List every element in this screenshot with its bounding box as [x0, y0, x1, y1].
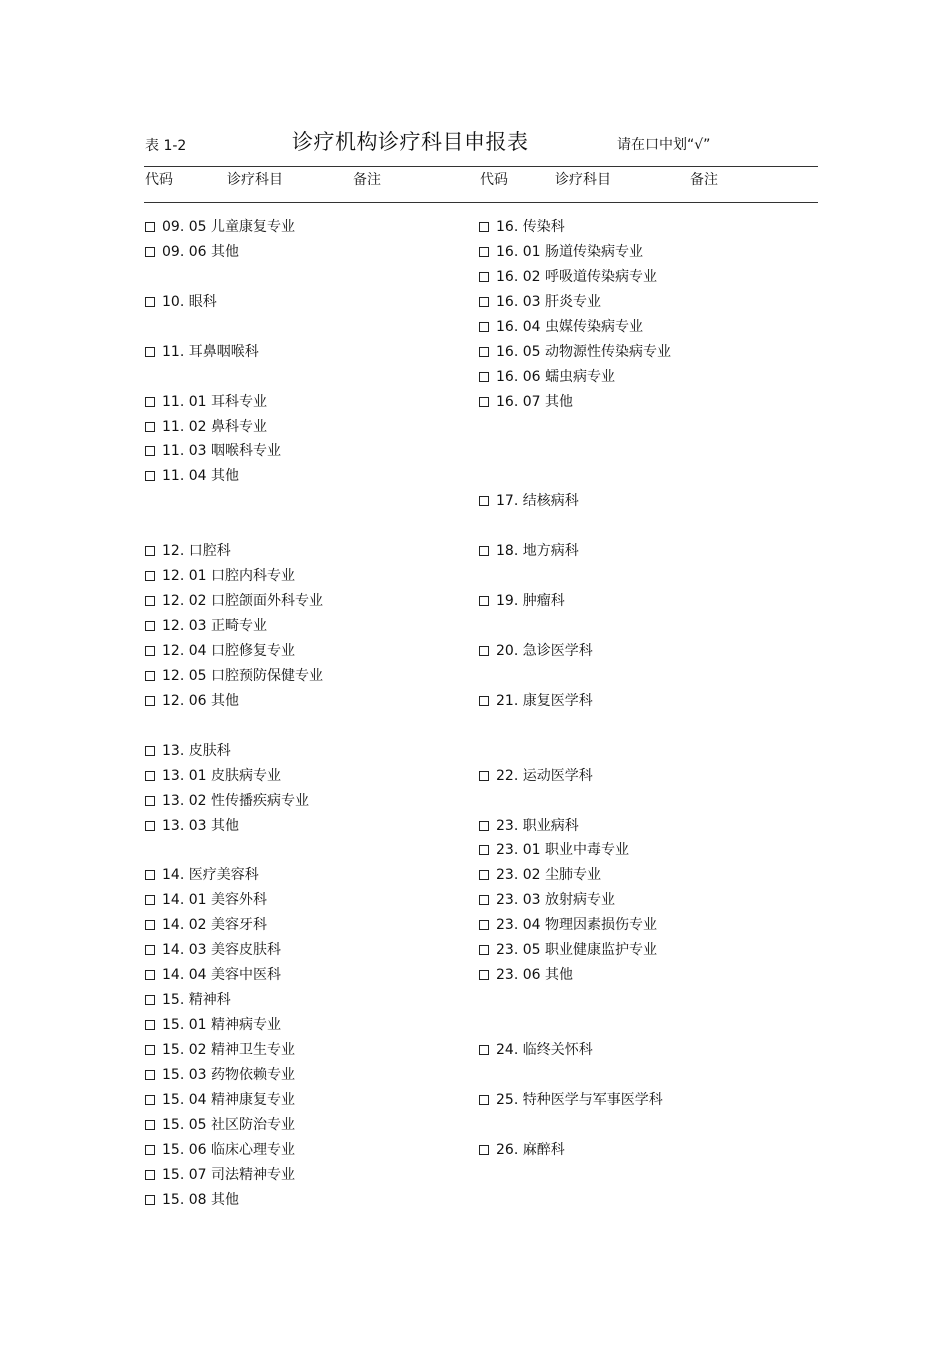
- subject-row: [145, 1088, 323, 1113]
- column-header-subject-right: 诊疗科目: [555, 172, 611, 188]
- checkbox-icon[interactable]: [145, 571, 155, 581]
- subject-row: [479, 240, 671, 265]
- subject-row: [145, 415, 323, 440]
- column-header-code-right: 代码: [480, 172, 508, 188]
- subject-label: 11. 02 鼻科专业: [162, 418, 267, 435]
- subject-row: [145, 1063, 323, 1088]
- subject-row: [145, 215, 323, 240]
- subject-row: [479, 863, 671, 888]
- subject-row: [479, 814, 671, 839]
- checkbox-icon[interactable]: [145, 796, 155, 806]
- blank-row: [479, 1063, 671, 1088]
- checkbox-icon[interactable]: [479, 696, 489, 706]
- subject-row: [145, 340, 323, 365]
- checkbox-icon[interactable]: [479, 945, 489, 955]
- checkbox-icon[interactable]: [479, 496, 489, 506]
- subject-row: [479, 639, 671, 664]
- subject-row: [479, 888, 671, 913]
- subject-label: 12. 05 口腔预防保健专业: [162, 667, 323, 684]
- subject-row: [145, 913, 323, 938]
- subject-row: [145, 614, 323, 639]
- subject-row: [145, 1113, 323, 1138]
- subject-label: 15. 05 社区防治专业: [162, 1116, 295, 1133]
- subject-row: [145, 539, 323, 564]
- subject-label: 26. 麻醉科: [496, 1141, 565, 1158]
- checkbox-icon[interactable]: [145, 746, 155, 756]
- subject-row: [145, 1138, 323, 1163]
- subject-row: [145, 988, 323, 1013]
- subject-row: [479, 215, 671, 240]
- subject-row: [145, 789, 323, 814]
- checkbox-icon[interactable]: [145, 397, 155, 407]
- blank-row: [479, 1113, 671, 1138]
- subject-label: 13. 03 其他: [162, 817, 239, 834]
- checkbox-icon[interactable]: [479, 347, 489, 357]
- checkbox-icon[interactable]: [145, 1195, 155, 1205]
- subject-row: [479, 689, 671, 714]
- subject-label: 23. 05 职业健康监护专业: [496, 942, 657, 959]
- checkbox-icon[interactable]: [145, 247, 155, 257]
- checkbox-icon[interactable]: [145, 696, 155, 706]
- subject-label: 16. 02 呼吸道传染病专业: [496, 268, 657, 285]
- subject-row: [145, 863, 323, 888]
- subject-label: 21. 康复医学科: [496, 692, 593, 709]
- checkbox-icon[interactable]: [479, 546, 489, 556]
- blank-row: [479, 664, 671, 689]
- subject-row: [479, 340, 671, 365]
- checkbox-icon[interactable]: [479, 297, 489, 307]
- subject-label: 16. 05 动物源性传染病专业: [496, 343, 671, 360]
- checkbox-icon[interactable]: [479, 397, 489, 407]
- checkbox-icon[interactable]: [479, 821, 489, 831]
- subject-row: [479, 913, 671, 938]
- checkbox-icon[interactable]: [145, 920, 155, 930]
- checkbox-icon[interactable]: [145, 945, 155, 955]
- subject-row: [145, 639, 323, 664]
- checkbox-icon[interactable]: [145, 1170, 155, 1180]
- column-header-note-left: 备注: [353, 172, 381, 188]
- subject-row: [145, 390, 323, 415]
- checkbox-icon[interactable]: [145, 1020, 155, 1030]
- checkbox-icon[interactable]: [145, 471, 155, 481]
- subject-label: 23. 职业病科: [496, 817, 579, 834]
- blank-row: [145, 838, 323, 863]
- subject-label: 12. 06 其他: [162, 692, 239, 709]
- blank-row: [479, 464, 671, 489]
- table-id: 表 1-2: [145, 138, 187, 154]
- subject-row: [145, 290, 323, 315]
- subject-label: 25. 特种医学与军事医学科: [496, 1091, 663, 1108]
- column-header-subject-left: 诊疗科目: [227, 172, 283, 188]
- checkbox-icon[interactable]: [145, 546, 155, 556]
- subject-label: 14. 03 美容皮肤科: [162, 942, 281, 959]
- subject-row: [145, 963, 323, 988]
- checkbox-icon[interactable]: [145, 297, 155, 307]
- subject-label: 22. 运动医学科: [496, 767, 593, 784]
- left-subject-column: [145, 215, 323, 1213]
- checkbox-icon[interactable]: [479, 920, 489, 930]
- checkbox-icon[interactable]: [145, 771, 155, 781]
- subject-label: 12. 02 口腔颌面外科专业: [162, 593, 323, 610]
- blank-row: [479, 514, 671, 539]
- subject-row: [479, 290, 671, 315]
- subject-label: 15. 08 其他: [162, 1191, 239, 1208]
- subject-row: [479, 963, 671, 988]
- subject-label: 12. 口腔科: [162, 543, 231, 560]
- blank-row: [479, 714, 671, 739]
- subject-label: 18. 地方病科: [496, 543, 579, 560]
- checkbox-icon[interactable]: [145, 671, 155, 681]
- blank-row: [479, 614, 671, 639]
- subject-label: 11. 03 咽喉科专业: [162, 443, 281, 460]
- checkbox-icon[interactable]: [479, 1045, 489, 1055]
- checkbox-icon[interactable]: [479, 247, 489, 257]
- subject-label: 11. 耳鼻咽喉科: [162, 343, 259, 360]
- checkbox-icon[interactable]: [479, 372, 489, 382]
- subject-label: 16. 传染科: [496, 219, 565, 235]
- checkbox-icon[interactable]: [479, 1095, 489, 1105]
- subject-label: 15. 04 精神康复专业: [162, 1091, 295, 1108]
- subject-row: [145, 689, 323, 714]
- subject-label: 11. 01 耳科专业: [162, 393, 267, 410]
- subject-label: 19. 肿瘤科: [496, 593, 565, 610]
- blank-row: [145, 365, 323, 390]
- subject-label: 23. 03 放射病专业: [496, 892, 615, 909]
- subject-row: [479, 1038, 671, 1063]
- column-header-note-right: 备注: [690, 172, 718, 188]
- subject-label: 13. 02 性传播疾病专业: [162, 792, 309, 809]
- subject-label: 17. 结核病科: [496, 493, 579, 510]
- subject-row: [145, 1188, 323, 1213]
- subject-row: [479, 1138, 671, 1163]
- subject-row: [479, 390, 671, 415]
- subject-row: [145, 589, 323, 614]
- subject-row: [145, 1038, 323, 1063]
- checkbox-icon[interactable]: [145, 621, 155, 631]
- subject-row: [145, 1013, 323, 1038]
- checkbox-icon[interactable]: [145, 995, 155, 1005]
- checkbox-icon[interactable]: [479, 322, 489, 332]
- subject-label: 24. 临终关怀科: [496, 1041, 593, 1058]
- checkbox-icon[interactable]: [145, 1120, 155, 1130]
- subject-row: [479, 1088, 671, 1113]
- blank-row: [145, 714, 323, 739]
- subject-label: 14. 02 美容牙科: [162, 917, 267, 934]
- subject-row: [479, 265, 671, 290]
- checkbox-icon[interactable]: [145, 222, 155, 232]
- subject-row: [145, 764, 323, 789]
- blank-row: [145, 315, 323, 340]
- subject-row: [479, 589, 671, 614]
- subject-row: [479, 315, 671, 340]
- subject-label: 16. 01 肠道传染病专业: [496, 243, 643, 260]
- subject-label: 23. 06 其他: [496, 967, 573, 984]
- subject-row: [479, 764, 671, 789]
- subject-row: [145, 464, 323, 489]
- subject-label: 16. 06 蠕虫病专业: [496, 368, 615, 385]
- subject-label: 13. 01 皮肤病专业: [162, 767, 281, 784]
- subject-label: 15. 06 临床心理专业: [162, 1141, 295, 1158]
- form-header: [0, 126, 950, 158]
- top-rule: [144, 166, 818, 167]
- subject-label: 13. 皮肤科: [162, 742, 231, 759]
- subject-label: 14. 01 美容外科: [162, 892, 267, 909]
- subject-label: 12. 04 口腔修复专业: [162, 642, 295, 659]
- subject-label: 20. 急诊医学科: [496, 642, 593, 659]
- subject-label: 16. 07 其他: [496, 393, 573, 410]
- subject-row: [479, 838, 671, 863]
- checkbox-icon[interactable]: [145, 422, 155, 432]
- subject-label: 10. 眼科: [162, 293, 217, 310]
- checkbox-icon[interactable]: [479, 222, 489, 232]
- subject-row: [145, 564, 323, 589]
- checkbox-icon[interactable]: [145, 821, 155, 831]
- subject-row: [145, 240, 323, 265]
- subject-label: 23. 04 物理因素损伤专业: [496, 917, 657, 934]
- subject-label: 23. 02 尘肺专业: [496, 867, 601, 884]
- checkbox-icon[interactable]: [479, 870, 489, 880]
- checkbox-icon[interactable]: [145, 1070, 155, 1080]
- subject-row: [145, 1163, 323, 1188]
- subject-label: 15. 01 精神病专业: [162, 1017, 281, 1033]
- subject-label: 11. 04 其他: [162, 468, 239, 485]
- subject-label: 14. 04 美容中医科: [162, 967, 281, 984]
- blank-row: [479, 1013, 671, 1038]
- blank-row: [479, 564, 671, 589]
- blank-row: [479, 988, 671, 1013]
- header-bottom-rule: [144, 202, 818, 203]
- checkbox-icon[interactable]: [479, 272, 489, 282]
- checkbox-icon[interactable]: [145, 1045, 155, 1055]
- subject-row: [479, 539, 671, 564]
- subject-label: 16. 03 肝炎专业: [496, 293, 601, 310]
- subject-label: 15. 精神科: [162, 992, 231, 1009]
- blank-row: [479, 739, 671, 764]
- checkbox-icon[interactable]: [145, 1145, 155, 1155]
- checkbox-icon[interactable]: [145, 1095, 155, 1105]
- subject-label: 12. 01 口腔内科专业: [162, 568, 295, 585]
- checkbox-icon[interactable]: [145, 596, 155, 606]
- subject-row: [479, 489, 671, 514]
- checkbox-icon[interactable]: [145, 446, 155, 456]
- checkbox-icon[interactable]: [479, 845, 489, 855]
- checkbox-icon[interactable]: [145, 895, 155, 905]
- subject-label: 09. 05 儿童康复专业: [162, 219, 295, 235]
- checkbox-icon[interactable]: [479, 596, 489, 606]
- blank-row: [479, 439, 671, 464]
- subject-row: [479, 938, 671, 963]
- instruction-text: 请在口中划“√”: [617, 137, 711, 153]
- column-header-code-left: 代码: [145, 172, 173, 188]
- checkbox-icon[interactable]: [479, 1145, 489, 1155]
- subject-row: [145, 814, 323, 839]
- subject-label: 23. 01 职业中毒专业: [496, 842, 629, 859]
- page-title: 诊疗机构诊疗科目申报表: [292, 130, 529, 154]
- blank-row: [145, 265, 323, 290]
- subject-row: [145, 739, 323, 764]
- checkbox-icon[interactable]: [145, 870, 155, 880]
- blank-row: [479, 415, 671, 440]
- checkbox-icon[interactable]: [145, 347, 155, 357]
- checkbox-icon[interactable]: [145, 970, 155, 980]
- checkbox-icon[interactable]: [479, 895, 489, 905]
- checkbox-icon[interactable]: [145, 646, 155, 656]
- subject-label: 15. 03 药物依赖专业: [162, 1066, 295, 1083]
- subject-label: 09. 06 其他: [162, 243, 239, 260]
- subject-row: [145, 938, 323, 963]
- right-subject-column: [479, 215, 671, 1163]
- checkbox-icon[interactable]: [479, 970, 489, 980]
- subject-row: [479, 365, 671, 390]
- blank-row: [145, 489, 323, 514]
- subject-label: 15. 02 精神卫生专业: [162, 1041, 295, 1058]
- subject-label: 15. 07 司法精神专业: [162, 1166, 295, 1183]
- subject-label: 12. 03 正畸专业: [162, 618, 267, 634]
- checkbox-icon[interactable]: [479, 771, 489, 781]
- subject-row: [145, 664, 323, 689]
- subject-row: [145, 439, 323, 464]
- checkbox-icon[interactable]: [479, 646, 489, 656]
- blank-row: [479, 789, 671, 814]
- subject-label: 16. 04 虫媒传染病专业: [496, 318, 643, 335]
- subject-label: 14. 医疗美容科: [162, 867, 259, 884]
- subject-row: [145, 888, 323, 913]
- blank-row: [145, 514, 323, 539]
